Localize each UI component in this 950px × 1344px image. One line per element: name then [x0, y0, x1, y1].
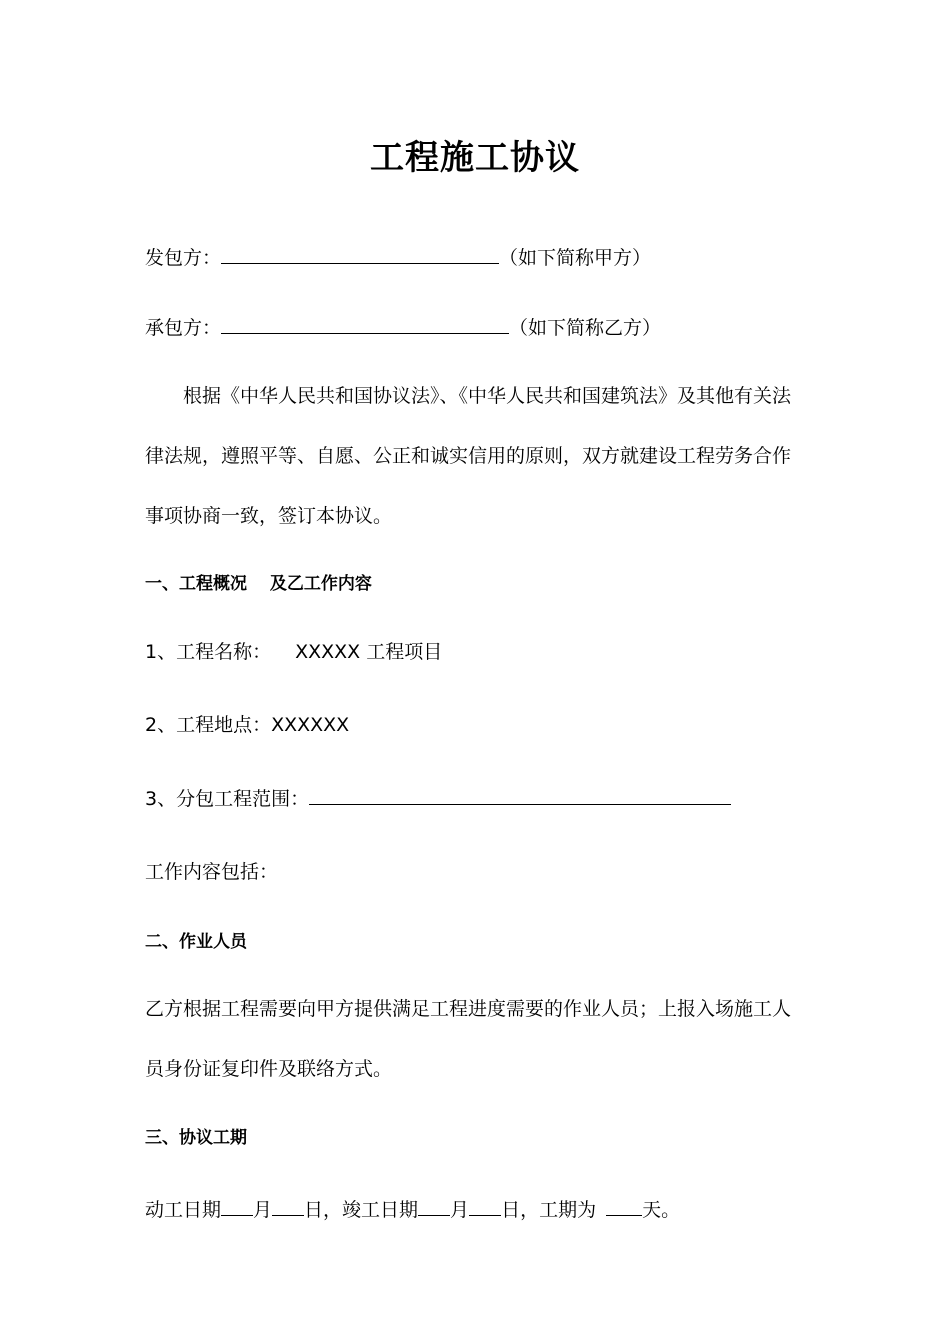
party-b-label: 承包方： [145, 317, 222, 339]
party-a-line [145, 243, 651, 272]
duration-blank[interactable] [606, 1195, 642, 1216]
party-b-blank[interactable] [221, 313, 509, 334]
project-name-value: XXXXX 工程项目 [295, 641, 443, 663]
document-title: 工程施工协议 [370, 138, 580, 178]
end-day-blank[interactable] [469, 1195, 501, 1216]
end-month-blank[interactable] [418, 1195, 450, 1216]
start-month-blank[interactable] [221, 1195, 253, 1216]
start-day-blank[interactable] [272, 1195, 304, 1216]
party-b-line [145, 313, 661, 342]
days-label: 天。 [642, 1199, 681, 1221]
end-month-label: 月 [450, 1199, 470, 1221]
scope-blank[interactable] [309, 784, 731, 805]
work-content-label: 工作内容包括： [145, 861, 279, 883]
party-a-blank[interactable] [221, 243, 499, 264]
section2-body: 乙方根据工程需要向甲方提供满足工程进度需要的作业人员；上报入场施工人员身份证复印件及联络方式。 [145, 998, 792, 1080]
scope-line [145, 784, 731, 813]
project-location-line [145, 711, 349, 739]
scope-label: 3、分包工程范围： [145, 788, 310, 810]
end-date-label: 日，竣工日期 [304, 1199, 419, 1221]
section3-heading: 三、协议工期 [145, 1128, 247, 1148]
project-name-line [145, 638, 442, 666]
party-a-note: （如下简称甲方） [499, 247, 652, 269]
start-month-label: 月 [253, 1199, 273, 1221]
duration-label: 日，工期为 [501, 1199, 597, 1221]
section2-heading: 二、作业人员 [145, 932, 247, 952]
party-b-note: （如下简称乙方） [509, 317, 662, 339]
party-a-label: 发包方： [145, 247, 222, 269]
project-name-label: 1、工程名称： [145, 641, 272, 663]
project-location-label: 2、工程地点： [145, 714, 272, 736]
start-date-label: 动工日期 [145, 1199, 222, 1221]
schedule-line [145, 1195, 680, 1224]
project-location-value: XXXXXX [271, 714, 350, 736]
section1-heading: 一、工程概况 及乙工作内容 [145, 574, 372, 594]
intro-paragraph: 根据《中华人民共和国协议法》、《中华人民共和国建筑法》及其他有关法律法规，遵照平等、自愿、公正和诚实信用的原则，双方就建设工程劳务合作事项协商一致，签订本协议。 [145, 385, 792, 527]
